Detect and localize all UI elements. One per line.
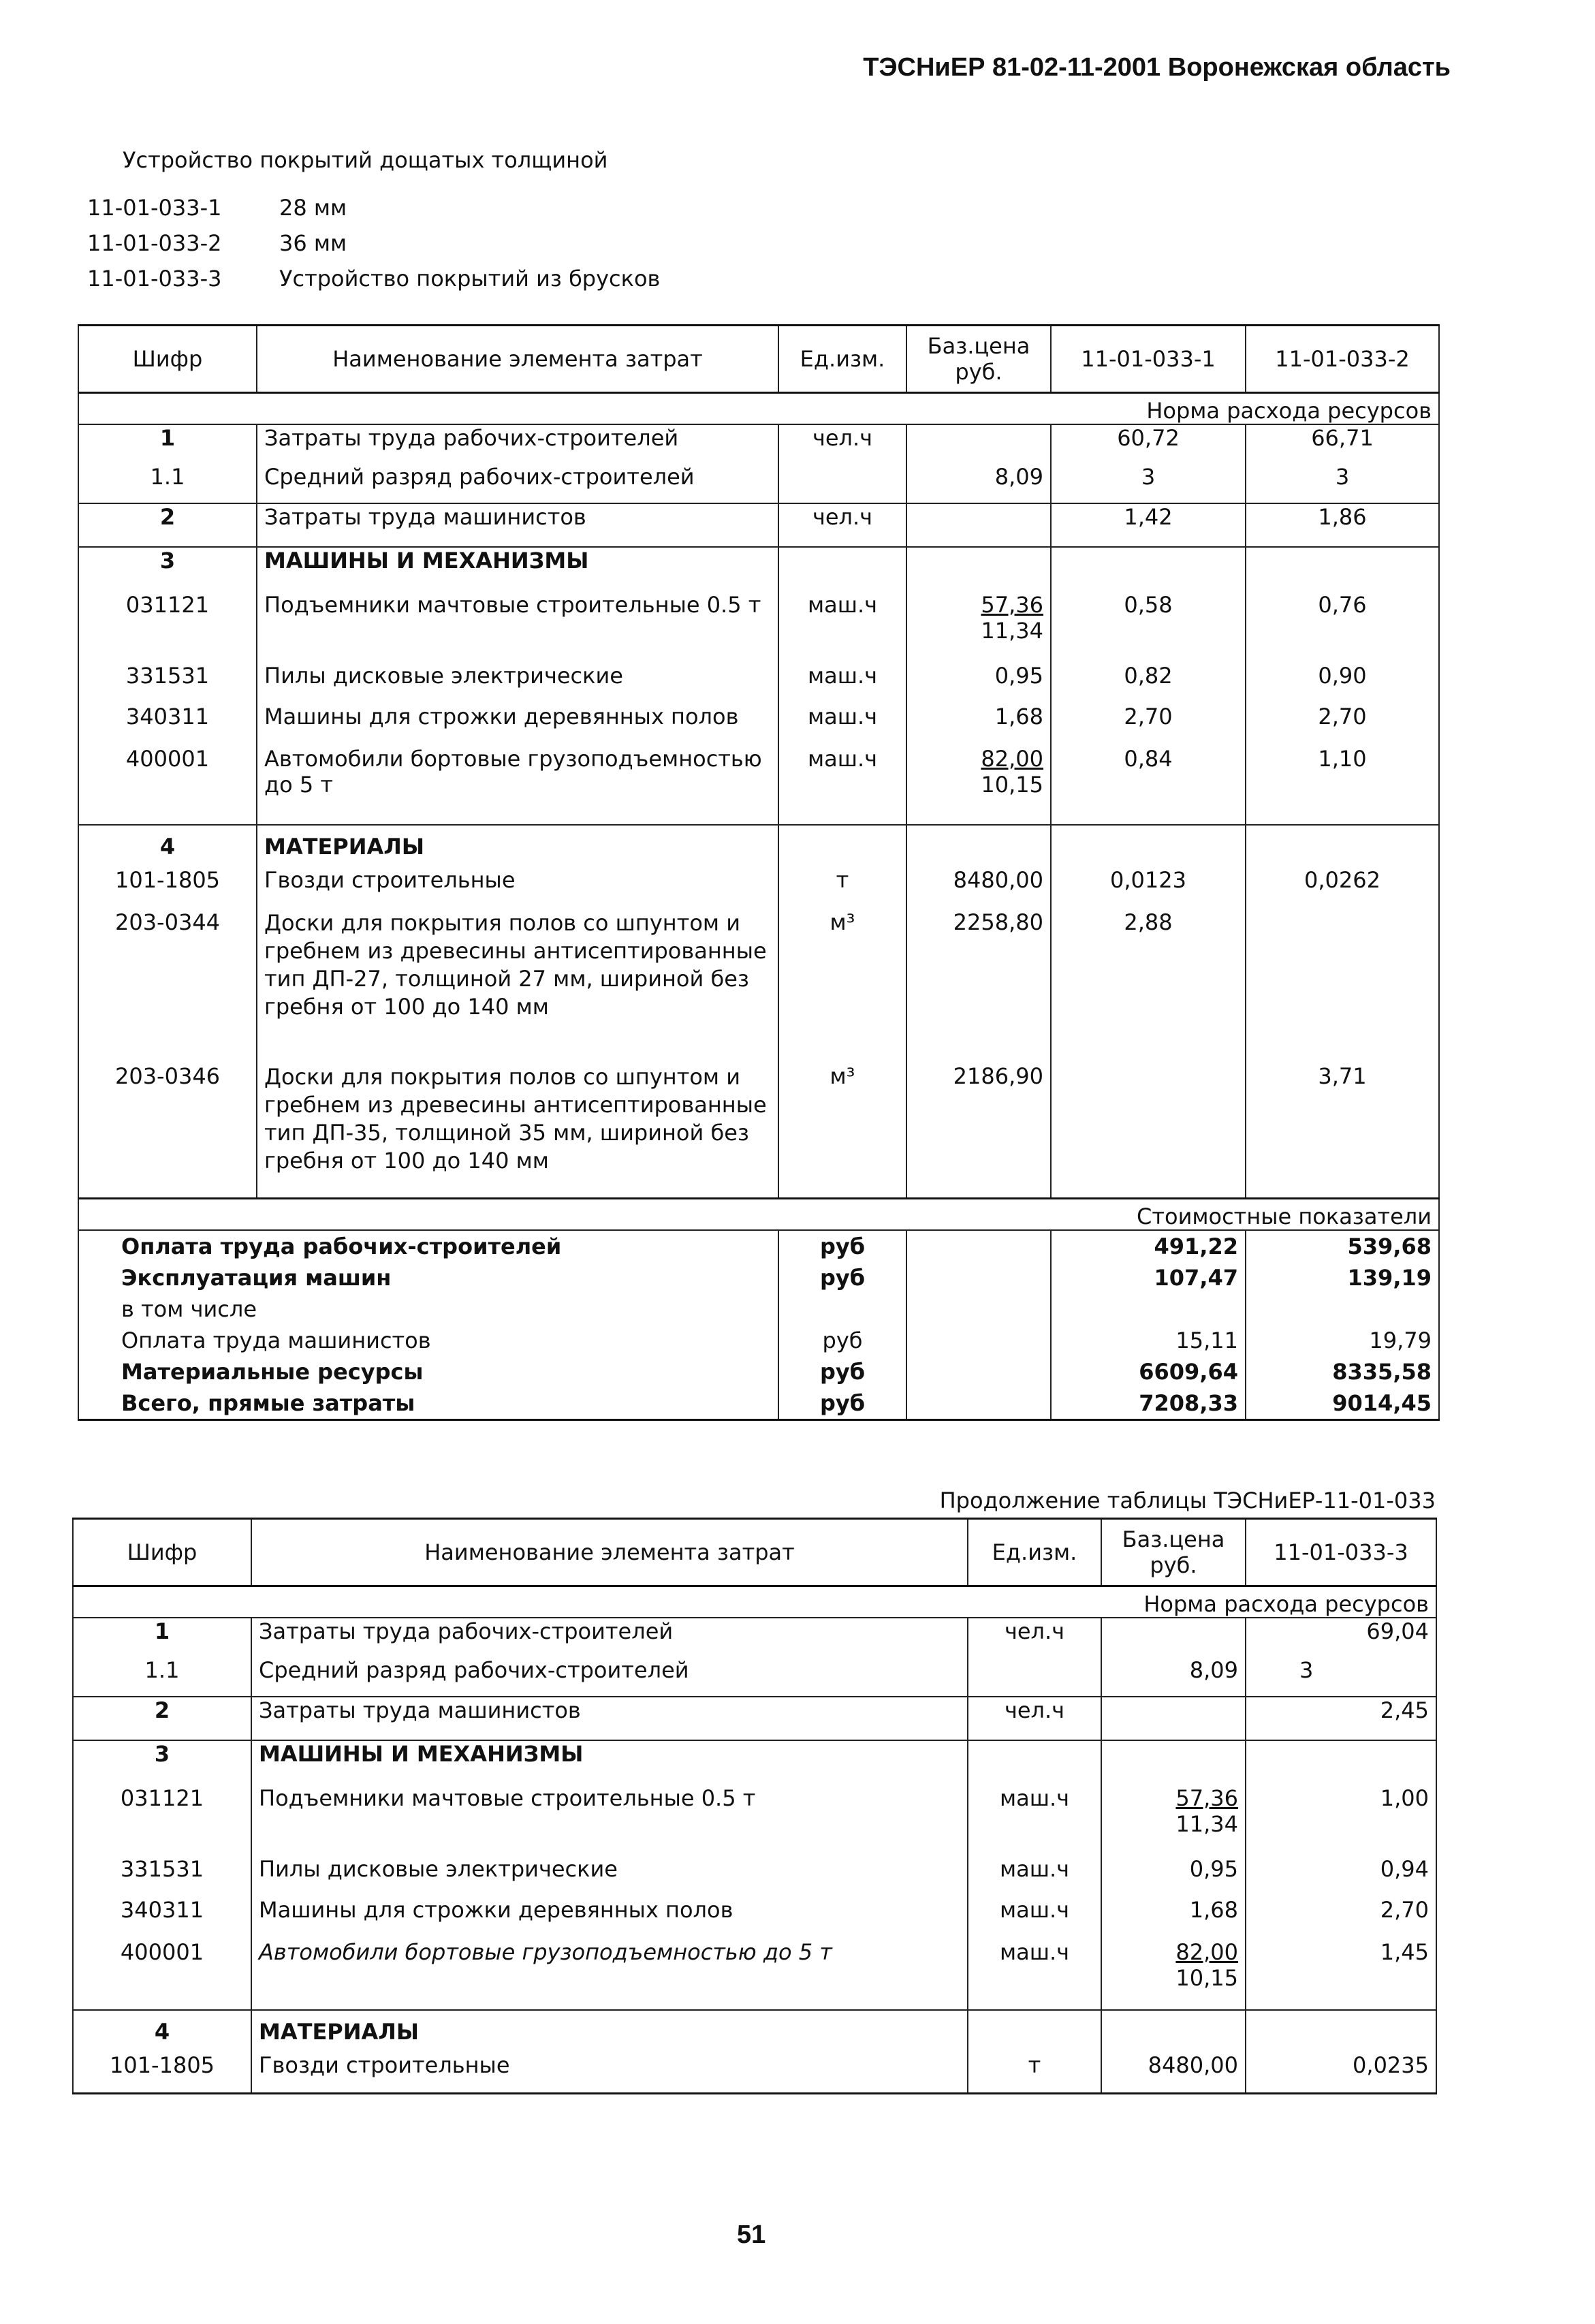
intro-text: 28 мм <box>279 195 347 221</box>
header-price: Баз.цена руб. <box>906 326 1051 393</box>
intro-text: Устройство покрытий из брусков <box>279 266 661 292</box>
cost-row: Эксплуатация машин руб 107,47 139,19 <box>78 1262 1439 1293</box>
norm-label: Норма расхода ресурсов <box>73 1586 1436 1618</box>
header-col2: 11-01-033-2 <box>1246 326 1439 393</box>
norm-label: Норма расхода ресурсов <box>78 393 1439 425</box>
table-row: 203-0346 Доски для покрытия полов со шпунтом и гребнем из древесины антисептированные тип ДП-35, толщиной 35 мм, шириной без гребня от 100 до 140 мм м³ 2186,90 3,71 <box>78 1063 1439 1198</box>
header-code: Шифр <box>78 326 257 393</box>
norm-label-row <box>73 1586 1436 1618</box>
cost-row: Материальные ресурсы руб 6609,64 8335,58 <box>78 1356 1439 1387</box>
intro-code: 11-01-033-3 <box>87 266 222 292</box>
table-row: 340311 Машины для строжки деревянных полов маш.ч 1,68 2,70 <box>73 1897 1436 1939</box>
header-name: Наименование элемента затрат <box>251 1519 968 1586</box>
header-price: Баз.цена руб. <box>1101 1519 1246 1586</box>
header-code: Шифр <box>73 1519 251 1586</box>
intro-heading: Устройство покрытий дощатых толщиной <box>123 147 608 173</box>
cost-label-row <box>78 1198 1439 1230</box>
header-unit: Ед.изм. <box>968 1519 1101 1586</box>
table-row: 4 МАТЕРИАЛЫ <box>73 2010 1436 2052</box>
intro-code: 11-01-033-1 <box>87 195 222 221</box>
table-row: 2 Затраты труда машинистов чел.ч 1,42 1,86 <box>78 503 1439 547</box>
table-row: 101-1805 Гвозди строительные т 8480,00 0,0235 <box>73 2052 1436 2093</box>
cost-row: Оплата труда машинистов руб 15,11 19,79 <box>78 1325 1439 1356</box>
table-row: 2 Затраты труда машинистов чел.ч 2,45 <box>73 1697 1436 1740</box>
table-row: 400001 Автомобили бортовые грузоподъемностью до 5 т маш.ч 82,00 10,15 0,84 1,10 <box>78 746 1439 825</box>
resource-table-2 <box>72 1518 1437 2094</box>
table-row: 1.1 Средний разряд рабочих-строителей 8,09 3 3 <box>78 464 1439 503</box>
cost-row: Оплата труда рабочих-строителей руб 491,22 539,68 <box>78 1230 1439 1262</box>
page-number: 51 <box>737 2220 766 2249</box>
resource-table-1 <box>78 324 1440 1421</box>
table-row: 031121 Подъемники мачтовые строительные 0.5 т маш.ч 57,36 11,34 0,58 0,76 <box>78 592 1439 663</box>
header-col1: 11-01-033-1 <box>1051 326 1246 393</box>
table-row: 1 Затраты труда рабочих-строителей чел.ч 60,72 66,71 <box>78 424 1439 464</box>
table-row: 3 МАШИНЫ И МЕХАНИЗМЫ <box>73 1740 1436 1785</box>
table-row: 331531 Пилы дисковые электрические маш.ч 0,95 0,82 0,90 <box>78 663 1439 704</box>
intro-text: 36 мм <box>279 230 347 256</box>
table-row: 4 МАТЕРИАЛЫ <box>78 825 1439 867</box>
page-header-title: ТЭСНиЕР 81-02-11-2001 Воронежская область <box>863 53 1451 82</box>
cost-label: Стоимостные показатели <box>78 1198 1439 1230</box>
table-header-row <box>78 326 1439 393</box>
table-row: 031121 Подъемники мачтовые строительные 0.5 т маш.ч 57,36 11,34 1,00 <box>73 1785 1436 1856</box>
header-name: Наименование элемента затрат <box>257 326 778 393</box>
table-row: 1 Затраты труда рабочих-строителей чел.ч 69,04 <box>73 1618 1436 1657</box>
table-row: 340311 Машины для строжки деревянных полов маш.ч 1,68 2,70 2,70 <box>78 704 1439 746</box>
table-row: 1.1 Средний разряд рабочих-строителей 8,09 3 <box>73 1657 1436 1697</box>
table-row: 331531 Пилы дисковые электрические маш.ч 0,95 0,94 <box>73 1856 1436 1897</box>
table-row: 3 МАШИНЫ И МЕХАНИЗМЫ <box>78 547 1439 592</box>
cost-row: Всего, прямые затраты руб 7208,33 9014,45 <box>78 1387 1439 1420</box>
table-row: 203-0344 Доски для покрытия полов со шпунтом и гребнем из древесины антисептированные тип ДП-27, толщиной 27 мм, шириной без гребня от 100 до 140 мм м³ 2258,80 2,88 <box>78 909 1439 1063</box>
intro-code: 11-01-033-2 <box>87 230 222 256</box>
continuation-caption: Продолжение таблицы ТЭСНиЕР-11-01-033 <box>939 1488 1436 1513</box>
header-unit: Ед.изм. <box>778 326 906 393</box>
norm-label-row <box>78 393 1439 425</box>
cost-row: в том числе <box>78 1293 1439 1325</box>
table-row: 400001 Автомобили бортовые грузоподъемностью до 5 т маш.ч 82,00 10,15 1,45 <box>73 1939 1436 2010</box>
table-header-row <box>73 1519 1436 1586</box>
header-col1: 11-01-033-3 <box>1246 1519 1436 1586</box>
table-row: 101-1805 Гвозди строительные т 8480,00 0,0123 0,0262 <box>78 867 1439 909</box>
